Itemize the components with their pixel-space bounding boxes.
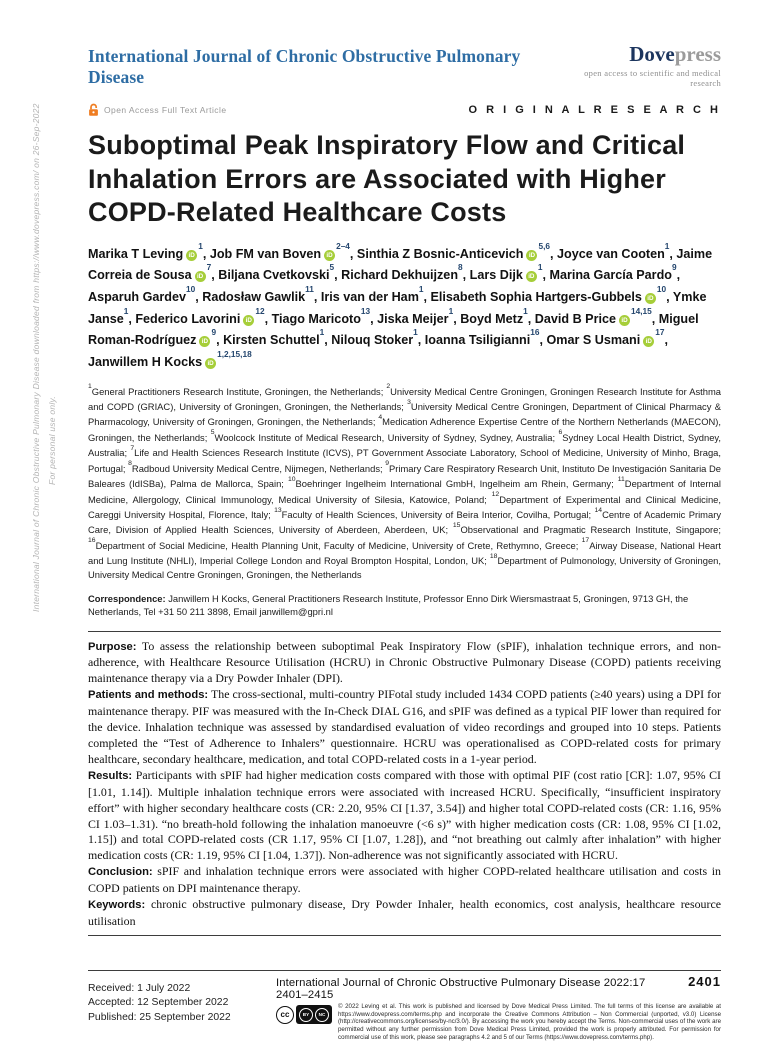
open-access-link[interactable] [88,103,227,117]
journal-name: International Journal of Chronic Obstructive Pulmonary Disease [88,46,521,87]
footer-right [276,971,721,1041]
affiliations: $^1$General Practitioners Research Institute, Groningen, the Netherlands; $^2$University Medical Centre Groningen, Groningen Research Institute for Asthma and COPD (GRIAC), University of Groningen, Groningen, the Netherlands; $^3$University Medical Centre Groningen, Department of Clinical Pharmacy & Pharmacology, University of Groningen, Groningen, the Netherlands; $^4$Medication Adherence Expertise Centre of the Northern Netherlands (MAECON), Groningen, the Netherlands; $^5$Woolcock Institute of Medical Research, University of Sydney, Sydney, Australia; $^6$Sydney Local Health District, Sydney, Australia; $^7$Life and Health Sciences Research Institute (ICVS), PT Government Associate Laboratory, School of Medicine, University of Minho, Braga, Portugal; $^8$Radboud University Medical Centre, Nijmegen, Netherlands; $^9$Primary Care Respiratory Research Unit, Instituto De Investigación Sanitaria De Baleares (IdISBa), Palma de Mallorca, Spain; $^{10}$Boehringer Ingelheim International GmbH, Ingelheim am Rhein, Germany; $^{11}$Department of Internal Medicine, Allergology, Clinical Immunology, Medical University of Silesia, Katowice, Poland; $^{12}$Department of Experimental and Clinical Medicine, Careggi University Hospital, Florence, Italy; $^{13}$Faculty of Health Sciences, University of Beira Interior, Covilha, Portugal; $^{14}$Centre of Academic Primary Care, Division of Applied Health Sciences, University of Aberdeen, Aberdeen, UK; $^{15}$Observational and Pragmatic Research Institute, Singapore; $^{16}$Department of Social Medicine, Health Planning Unit, Faculty of Medicine, University of Crete, Rethymno, Greece; $^{17}$Airway Disease, National Heart and Lung Institute (NHLI), Imperial College London and Royal Brompton Hospital, London, UK; $^{18}$Department of Pulmonology, University of Groningen, University Medical Centre Groningen, Groningen, the Netherlands [88,383,722,580]
author: Joyce van Cooten$^1$ [557,240,670,261]
open-access-label: Open Access Full Text Article [104,105,227,115]
abstract [88,639,721,930]
page-footer [88,970,721,1041]
abstract-paragraph: Keywords: chronic obstructive pulmonary disease, Dry Powder Inhaler, health economics, cost analysis, healthcare resource utilisation [88,897,721,928]
author: Boyd Metz$^1$ [460,305,528,326]
author: Asparuh Gardev$^{10}$ [88,283,196,305]
author: David B Price iD$^{14,15}$ [534,305,652,326]
orcid-icon[interactable]: iD [643,336,654,347]
date-line: Published: 25 September 2022 [88,1011,231,1023]
author: Marina García Pardo$^9$ [549,262,677,283]
author: Elisabeth Sophia Hartgers-Gubbels $iD^{10}$ [430,283,667,305]
author: Biljana Cvetkovski$^5$ [218,262,335,283]
publisher-tagline: open access to scientific and medical research [584,68,721,88]
abstract-paragraph: Conclusion: sPIF and inhalation technique errors were associated with higher COPD-related healthcare utilisation and costs in COPD patients on DPI maintenance therapy. [88,864,721,896]
orcid-icon[interactable]: iD [619,315,630,326]
date-line: Received: 1 July 2022 [88,982,191,994]
article-type-label: O R I G I N A L R E S E A R C H [468,104,721,116]
abstract-paragraph: Results: Participants with sPIF had higher medication costs compared with those with optimal PIF (cost ratio [CR]: 1.07, 95% CI [1.01, 1.14]). Multiple inhalation technique errors were associated with increased HCRU. Specifically, “insufficient inspiratory effort” with higher secondary healthcare costs (CR: 2.20, 95% CI [1.37, 3.54]) and higher total COPD-related costs (CR: 1.16, 95% CI 1.03–1.31). “no breath-hold following the inhalation manoeuvre (<6 s)” with higher medication costs (CR: 1.08, 95% CI [1.02, 1.15]) and total COPD-related costs (CR 1.17, 95% CI [1.07, 1.28]), and “not breathing out calmly after inhalation” with higher medication costs (CR: 1.19, 95% CI [1.04, 1.37]). Non-adherence was not significantly associated with HCRU. [88,767,721,863]
orcid-icon[interactable]: iD [205,358,216,369]
orcid-icon[interactable]: iD [526,271,537,282]
date-line: Accepted: 12 September 2022 [88,997,229,1009]
orcid-icon[interactable]: iD [526,250,537,261]
author: Jaime Correia de Sousa $iD^7$ [88,246,713,283]
article-page [88,0,721,1041]
citation-row [276,971,721,1001]
abstract-paragraph: Patients and methods: The cross-sectional, multi-country PIFotal study included 1434 COPD patients (≥40 years) using a DPI for maintenance therapy. PIF was measured with the In-Check DIAL G16, and sPIF was defined as a typical PIF lower than required for the device. Inhalation technique was assessed by standardised evaluation of video recordings and grouped into 10 steps. Patients completed the “Test of Adherence to Inhalers” questionnaire. HCRU was operationalised as COPD-related costs for primary healthcare, secondary healthcare, medication, and total COPD-related costs in a 1-year period. [88,687,721,766]
author: Ymke Janse$^1$ [88,290,707,326]
author: Miguel Roman-Rodríguez $iD^9$ [88,311,699,348]
orcid-icon[interactable]: iD [243,315,254,326]
journal-citation: International Journal of Chronic Obstructive Pulmonary Disease 2022:17 2401–2415 [276,976,646,1001]
author: Tiago Maricoto$^{13}$ [271,305,371,326]
author: Job FM van Boven $iD^{2-4}$ [209,240,350,261]
open-access-icon [88,103,99,117]
correspondence [88,592,721,619]
author: Ioanna Tsiligianni$^{16}$ [424,327,540,348]
orcid-icon[interactable]: iD [186,250,197,261]
cc-icon: cc [276,1006,294,1024]
margin-personal-use-note: For personal use only. [47,396,57,485]
author: Janwillem H Kocks iD$^{1,2,15,18}$ [88,348,252,370]
article-title: Suboptimal Peak Inspiratory Flow and Critical Inhalation Errors are Associated with Higher COPD-Related Healthcare Costs [88,130,686,227]
dovepress-logo-press: press [674,42,721,66]
abstract-paragraph: Purpose: To assess the relationship between suboptimal Peak Inspiratory Flow (sPIF), inhalation technique errors, and non-adherence, with Healthcare Resource Utilisation (HCRU) in Chronic Obstructive Pulmonary Disease (COPD) patients receiving maintenance therapy via a Dry Powder Inhaler (DPI). [88,638,721,686]
correspondence-text: Janwillem H Kocks, General Practitioners Research Institute, Professor Enno Dirk Wiersmastraat 5, Groningen, 9713 GH, the Netherlands, Tel +31 50 211 3898, Email janwillem@gpri.nl [88,592,689,618]
correspondence-label: Correspondence: [88,592,166,604]
publisher-block [559,43,721,88]
orcid-icon[interactable]: iD [324,250,335,261]
abstract-bottom-rule [88,935,721,936]
author-list: Marika T Leving $iD^1$, Job FM van Boven $iD^{2-4}$, Sinthia Z Bosnic-Anticevich iD$^{5,6}$, Joyce van Cooten$^1$, Jaime Correia de Sousa $iD^7$, Biljana Cvetkovski$^5$, Richard Dekhuijzen$^8$, Lars Dijk $iD^1$, Marina García Pardo$^9$, Asparuh Gardev$^{10}$, Radosław Gawlik$^{11}$, Iris van der Ham$^1$, Elisabeth Sophia Hartgers-Gubbels $iD^{10}$, Ymke Janse$^1$, Federico Lavorini $iD^{12}$, Tiago Maricoto$^{13}$, Jiska Meijer$^1$, Boyd Metz$^1$, David B Price iD$^{14,15}$, Miguel Roman-Rodríguez $iD^9$, Kirsten Schuttel$^1$, Nilouq Stoker$^1$, Ioanna Tsiligianni$^{16}$, Omar S Usmani $iD^{17}$, Janwillem H Kocks iD$^{1,2,15,18}$ [88,240,713,370]
cc-by-nc-icon: BY NC [296,1005,332,1024]
orcid-icon[interactable]: iD [195,271,206,282]
author: Sinthia Z Bosnic-Anticevich iD$^{5,6}$ [356,240,551,261]
author: Nilouq Stoker$^1$ [331,327,418,348]
author: Iris van der Ham$^1$ [320,283,424,305]
access-row [88,103,721,117]
author: Kirsten Schuttel$^1$ [223,327,325,348]
orcid-icon[interactable]: iD [199,336,210,347]
orcid-icon[interactable]: iD [645,293,656,304]
author: Richard Dekhuijzen$^8$ [341,262,463,283]
creative-commons-badge-icon[interactable] [276,1005,332,1025]
author: Jiska Meijer$^1$ [377,305,454,326]
author: Radosław Gawlik$^{11}$ [202,283,314,305]
author: Marika T Leving $iD^1$ [88,240,203,261]
masthead [88,0,721,88]
author: Omar S Usmani $iD^{17}$ [546,327,665,348]
margin-download-note: International Journal of Chronic Obstructive Pulmonary Disease downloaded from https://www.dovepress.com/ on 26-Sep-2022 [31,103,41,612]
article-dates [88,971,276,1041]
page-number: 2401 [688,973,721,989]
license-row [276,1003,721,1041]
dovepress-logo-dove: Dove [629,42,675,66]
author: Lars Dijk $iD^1$ [469,262,543,283]
license-text: © 2022 Leving et al. This work is published and licensed by Dove Medical Press Limited. The full terms of this license are available at https://www.dovepress.com/terms.php and incorporate the Creative Commons Attribution – Non Commercial (unported, v3.0) License (http://creativecommons.org/licenses/by-nc/3.0/). By accessing the work you hereby accept the Terms. Non-commercial uses of the work are permitted without any further permission from Dove Medical Press Limited, provided the work is properly attributed. For permission for commercial use of this work, please see paragraphs 4.2 and 5 of our Terms (https://www.dovepress.com/terms.php). [338,1002,721,1041]
abstract-top-rule [88,631,721,632]
author: Federico Lavorini $iD^{12}$ [135,305,265,326]
dovepress-logo[interactable] [559,43,721,65]
